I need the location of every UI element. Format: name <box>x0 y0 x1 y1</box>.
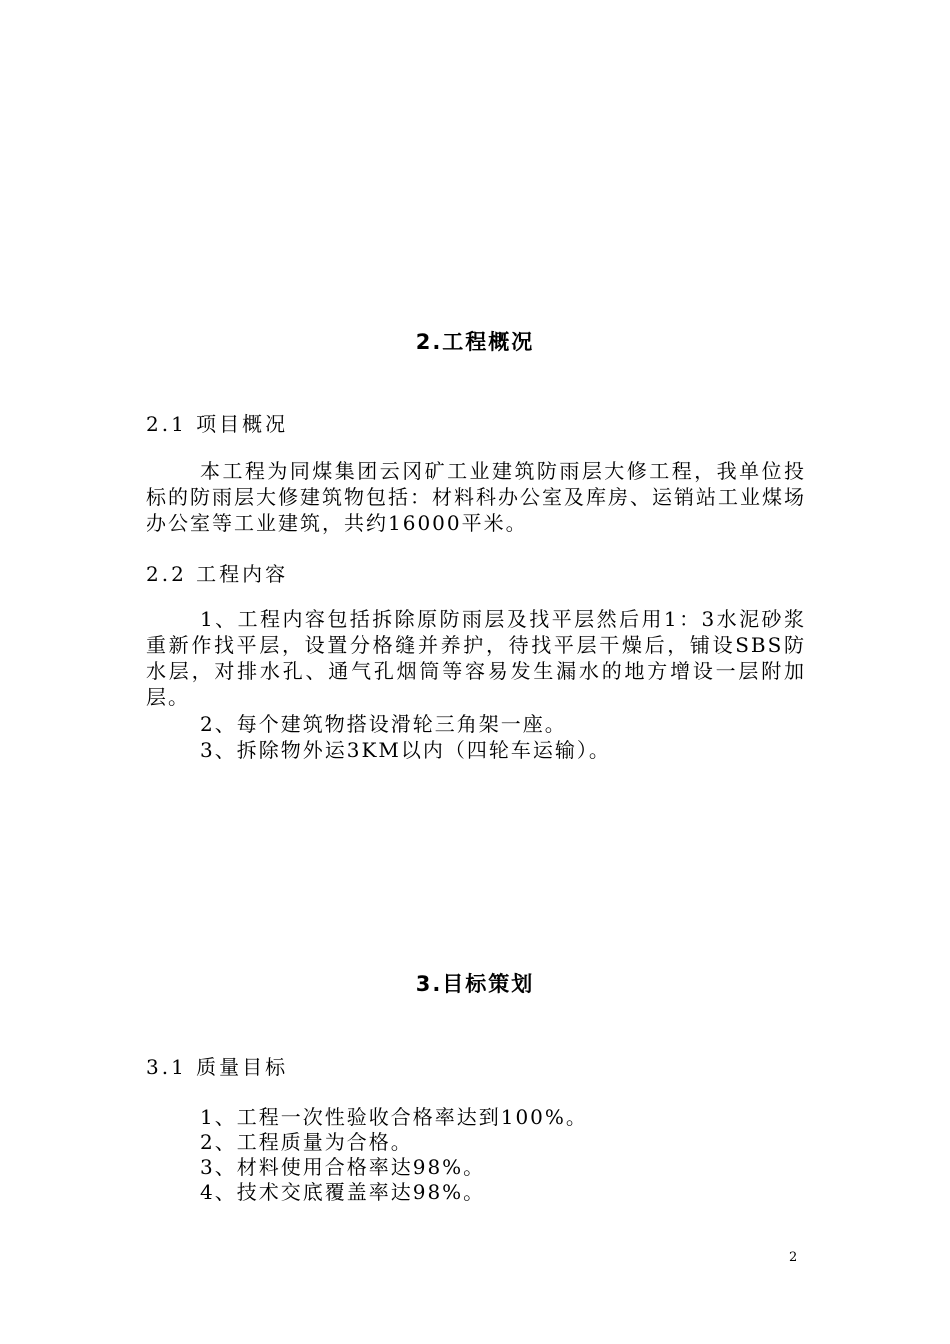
page-number: 2 <box>789 1250 798 1265</box>
quality-goal-item: 2、工程质量为合格。 <box>200 1130 413 1154</box>
subsection-2-2-item-1: 1、工程内容包括拆除原防雨层及找平层然后用1：3水泥砂浆重新作找平层，设置分格缝并养护，待找平层干燥后，铺设SBS防水层，对排水孔、通气孔烟筒等容易发生漏水的地方增设一层附加层。 <box>146 607 806 709</box>
quality-goal-item: 1、工程一次性验收合格率达到100%。 <box>200 1105 588 1129</box>
quality-goal-item: 3、材料使用合格率达98%。 <box>200 1155 486 1179</box>
subsection-2-2-title: 2.2 工程内容 <box>146 562 289 586</box>
section-3-heading: 3.目标策划 <box>415 972 535 996</box>
subsection-3-1-title: 3.1 质量目标 <box>146 1055 289 1079</box>
quality-goal-item: 4、技术交底覆盖率达98%。 <box>200 1180 486 1204</box>
subsection-2-1-paragraph: 本工程为同煤集团云冈矿工业建筑防雨层大修工程，我单位投标的防雨层大修建筑物包括：材料科办公室及库房、运销站工业煤场办公室等工业建筑，共约16000平米。 <box>146 459 806 535</box>
subsection-2-2-item-3: 3、拆除物外运3KM以内（四轮车运输）。 <box>200 738 611 762</box>
section-2-heading: 2.工程概况 <box>415 330 535 354</box>
subsection-2-1-title: 2.1 项目概况 <box>146 412 289 436</box>
subsection-2-2-item-2: 2、每个建筑物搭设滑轮三角架一座。 <box>200 712 567 736</box>
